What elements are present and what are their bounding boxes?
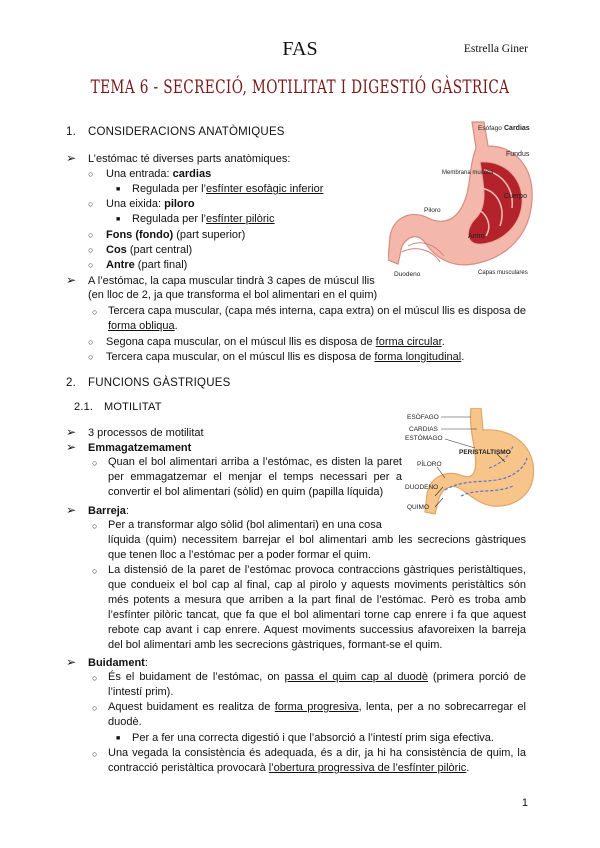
header-author: Estrella Giner bbox=[463, 43, 528, 55]
figure-label: Antro bbox=[468, 233, 485, 240]
list-item: ➢ Barreja: bbox=[66, 503, 129, 517]
list-item: ○ Una eixida: pilorо bbox=[88, 198, 195, 210]
figure-label: Capas musculares bbox=[478, 270, 528, 276]
square-bullet-icon: ■ bbox=[116, 735, 121, 742]
list-item: ○ Fons (fondo) (part superior) bbox=[88, 229, 246, 241]
paragraph: líquida (quim) necessitem barrejar el bol alimentari amb les secrecions gàstriques que tenen lloc a l’estómac per a poder formar el quim. bbox=[108, 534, 526, 561]
list-item: ➢ L’estómac té diverses parts anatòmiques: bbox=[66, 151, 291, 165]
list-item-continuation: (en lloc de 2, ja que transforma el bol alimentari en el quim) bbox=[88, 289, 378, 301]
arrow-bullet-icon: ➢ bbox=[66, 503, 77, 517]
figure-label: Piloro bbox=[424, 207, 441, 214]
figure-label: QUIMO bbox=[407, 504, 430, 511]
figure-label: ESTÓMAGO bbox=[405, 435, 443, 442]
list-item: ➢ Emmagatzemament bbox=[66, 440, 192, 454]
arrow-bullet-icon: ➢ bbox=[66, 151, 77, 165]
square-bullet-icon: ■ bbox=[116, 186, 121, 193]
list-item: ○ Segona capa muscular, on el múscul llis es disposa de forma circular. bbox=[88, 336, 445, 348]
figure-label: Esòfago bbox=[478, 125, 502, 132]
arrow-bullet-icon: ➢ bbox=[66, 425, 77, 439]
page-number: 1 bbox=[521, 797, 528, 809]
figure-label: Cuerpo bbox=[504, 193, 527, 200]
circle-bullet-icon: ○ bbox=[88, 199, 94, 209]
circle-bullet-icon: ○ bbox=[92, 703, 98, 713]
stomach-anatomy-figure bbox=[388, 118, 538, 283]
list-item: ■ Regulada per l’esfínter pilòric bbox=[116, 213, 275, 225]
section-1-heading: 1. CONSIDERACIONS ANATÒMIQUES bbox=[66, 126, 285, 138]
subsection-heading: 2.1. MOTILITAT bbox=[74, 401, 162, 413]
circle-bullet-icon: ○ bbox=[92, 307, 98, 317]
circle-bullet-icon: ○ bbox=[88, 352, 94, 362]
paragraph: És el buidament de l’estómac, on passa el quim cap al duodè (primera porció de l’intestí prim). bbox=[108, 671, 526, 698]
paragraph: Aquest buidament es realitza de forma progresiva, lenta, per a no sobrecarregar el duodè. bbox=[108, 701, 526, 728]
circle-bullet-icon: ○ bbox=[88, 337, 94, 347]
paragraph: Una vegada la consistència és adequada, és a dir, ja hi ha consistència de quim, la contracció peristàltica provocarà l’obertura progressiva de l’esfínter pilòric. bbox=[108, 747, 526, 774]
circle-bullet-icon: ○ bbox=[88, 245, 94, 255]
page-title: TEMA 6 - SECRECIÓ, MOTILITAT I DIGESTIÓ GÀSTRICA bbox=[90, 76, 510, 98]
header-title: FAS bbox=[282, 38, 318, 60]
figure-label: DUODENO bbox=[405, 484, 439, 491]
figure-label: Membrana mucosa bbox=[442, 170, 494, 176]
peristalsis-figure bbox=[405, 408, 540, 520]
circle-bullet-icon: ○ bbox=[92, 566, 98, 576]
list-item: ○ Tercera capa muscular, on el múscul llis es disposa de forma longitudinal. bbox=[88, 351, 465, 363]
list-item: ■ Regulada per l’esfínter esofàgic inferior bbox=[116, 183, 324, 195]
paragraph: La distensió de la paret de l’estómac provoca contraccions gàstriques peristàltiques, que condueix el bol cap al final, cap al pirolo y aquests moviments peristàltics són més potents a mesura que arriben a la part final de l’estómac. Però es troba amb l’esfínter pilòric tancat, que fa que el bol alimentari torne cap enrere i fa que aquest rebote cap avant i cap enrere. Aquest moviments successius afavoreixen la barreja del bol alimentari amb les secrecions gàstriques, formant-se el quim. bbox=[108, 564, 526, 651]
list-item: ➢ A l’estómac, la capa muscular tindrà 3 capes de múscul llis bbox=[66, 273, 375, 287]
square-bullet-icon: ■ bbox=[116, 216, 121, 223]
list-item: ➢ 3 processos de motilitat bbox=[66, 425, 204, 439]
list-item: Tercera capa muscular, (capa més interna, capa extra) on el múscul llis es disposa de forma obliqua. bbox=[108, 305, 526, 332]
figure-label: PERISTALTISMO bbox=[459, 449, 511, 456]
arrow-bullet-icon: ➢ bbox=[66, 655, 77, 669]
paragraph-line: Per a transformar algo sòlid (bol alimentari) en una cosa bbox=[108, 519, 382, 531]
circle-bullet-icon: ○ bbox=[88, 260, 94, 270]
circle-bullet-icon: ○ bbox=[92, 673, 98, 683]
section-2-heading: 2. FUNCIONS GÀSTRIQUES bbox=[66, 377, 231, 389]
figure-label: ESÒFAGO bbox=[407, 414, 439, 421]
arrow-bullet-icon: ➢ bbox=[66, 440, 77, 454]
figure-label: PÍLORO bbox=[417, 461, 442, 468]
circle-bullet-icon: ○ bbox=[88, 230, 94, 240]
circle-bullet-icon: ○ bbox=[92, 749, 98, 759]
figure-label: Cardias bbox=[504, 125, 530, 132]
circle-bullet-icon: ○ bbox=[92, 458, 98, 468]
circle-bullet-icon: ○ bbox=[88, 169, 94, 179]
figure-label: Duodeno bbox=[394, 271, 421, 278]
circle-bullet-icon: ○ bbox=[92, 521, 98, 531]
list-item: ○ Antre (part final) bbox=[88, 259, 188, 271]
arrow-bullet-icon: ➢ bbox=[66, 273, 77, 287]
list-item: ■ Per a fer una correcta digestió i que l’absorció a l’intestí prim siga efectiva. bbox=[116, 732, 494, 744]
list-item: ○ Una entrada: cardias bbox=[88, 168, 212, 180]
figure-label: Fundus bbox=[506, 151, 530, 158]
list-item: ○ Cos (part central) bbox=[88, 244, 193, 256]
list-item: ➢ Buidament: bbox=[66, 655, 148, 669]
paragraph: Quan el bol alimentari arriba a l’estómac, es disten la paret per emmagatzemar el menjar el temps necessari per a convertir el bol alimentari (sòlid) en quim (papilla líquida) bbox=[108, 456, 402, 498]
figure-label: CARDIAS bbox=[409, 426, 438, 433]
